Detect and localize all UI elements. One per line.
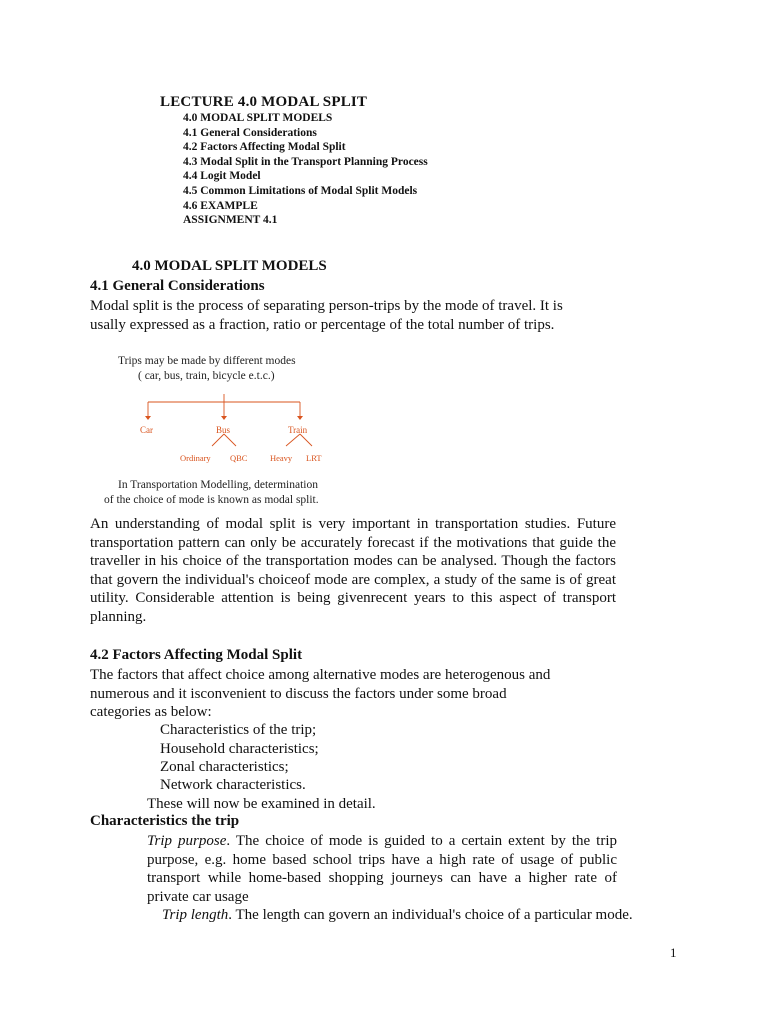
section-title: 4.0 MODAL SPLIT MODELS: [132, 258, 327, 274]
paragraph-trip-length: [162, 906, 633, 925]
table-of-contents: [183, 111, 428, 228]
list-item: Characteristics of the trip;: [160, 722, 317, 738]
diagram-label-qbc: QBC: [230, 453, 248, 463]
diagram-label-bus: Bus: [216, 425, 231, 435]
diagram-label-ordinary: Ordinary: [180, 453, 211, 463]
paragraph-4-2-line-2: numerous and it isconvenient to discuss the factors under some broad: [90, 686, 507, 702]
trip-purpose-label: Trip purpose: [147, 833, 227, 849]
diagram-caption-bottom-1: In Transportation Modelling, determination: [118, 479, 318, 491]
toc-item: 4.6 EXAMPLE: [183, 199, 258, 212]
paragraph-understanding: An understanding of modal split is very important in transportation studies. Future transportation pattern can only be accurately forecast if the motivations that guide the traveller in his choice of the transportation modes can be analysed. Though the factors that govern the individual's choiceof mode are complex, a study of the same is of great utility. Considerable attention is being givenrecent years to this aspect of transport planning.: [90, 516, 616, 625]
toc-item: ASSIGNMENT 4.1: [183, 214, 278, 227]
toc-item: 4.4 Logit Model: [183, 170, 261, 183]
toc-item: 4.1 General Considerations: [183, 126, 317, 139]
diagram-arrowheads: [145, 416, 303, 420]
list-item: Network characteristics.: [160, 777, 306, 793]
diagram-label-car: Car: [140, 425, 153, 435]
toc-item: 4.5 Common Limitations of Modal Split Models: [183, 184, 418, 197]
paragraph-examined: These will now be examined in detail.: [147, 796, 376, 812]
list-item: Household characteristics;: [160, 741, 319, 757]
diagram-caption-bottom-2: of the choice of mode is known as modal split.: [104, 494, 319, 506]
heading-trip-characteristics: Characteristics the trip: [90, 813, 240, 829]
diagram-label-heavy: Heavy: [270, 453, 293, 463]
diagram-caption-top-1: Trips may be made by different modes: [118, 355, 296, 367]
trip-length-label: Trip length: [162, 907, 229, 923]
modal-split-diagram: [100, 350, 340, 510]
trip-purpose-text: . The choice of mode is guided to a certain extent by the trip purpose, e.g. home based school trips have a high rate of usage of public transport while home-based shopping journeys can have a higher rate of private car usage: [147, 833, 618, 905]
toc-item: 4.0 MODAL SPLIT MODELS: [183, 112, 333, 124]
diagram-caption-top-2: ( car, bus, train, bicycle e.t.c.): [138, 370, 275, 382]
paragraph-4-2-line-1: The factors that affect choice among alternative modes are heterogenous and: [90, 667, 551, 683]
diagram-label-train: Train: [288, 425, 308, 435]
paragraph-4-1-line-1: Modal split is the process of separating person-trips by the mode of travel. It is: [90, 298, 563, 314]
heading-4-2: 4.2 Factors Affecting Modal Split: [90, 647, 303, 663]
paragraph-4-2-line-3: categories as below:: [90, 704, 212, 720]
diagram-label-lrt: LRT: [306, 453, 322, 463]
lecture-title: LECTURE 4.0 MODAL SPLIT: [160, 94, 368, 110]
diagram-connectors: [148, 394, 312, 446]
page-number: 1: [670, 945, 677, 960]
toc-item: 4.3 Modal Split in the Transport Planning Process: [183, 155, 428, 168]
toc-item: 4.2 Factors Affecting Modal Split: [183, 141, 346, 154]
list-item: Zonal characteristics;: [160, 759, 289, 775]
heading-4-1: 4.1 General Considerations: [90, 278, 265, 294]
paragraph-4-1-line-2: usally expressed as a fraction, ratio or percentage of the total number of trips.: [90, 317, 555, 333]
trip-length-text: . The length can govern an individual's choice of a particular mode.: [228, 907, 633, 923]
paragraph-trip-purpose: [147, 832, 617, 906]
